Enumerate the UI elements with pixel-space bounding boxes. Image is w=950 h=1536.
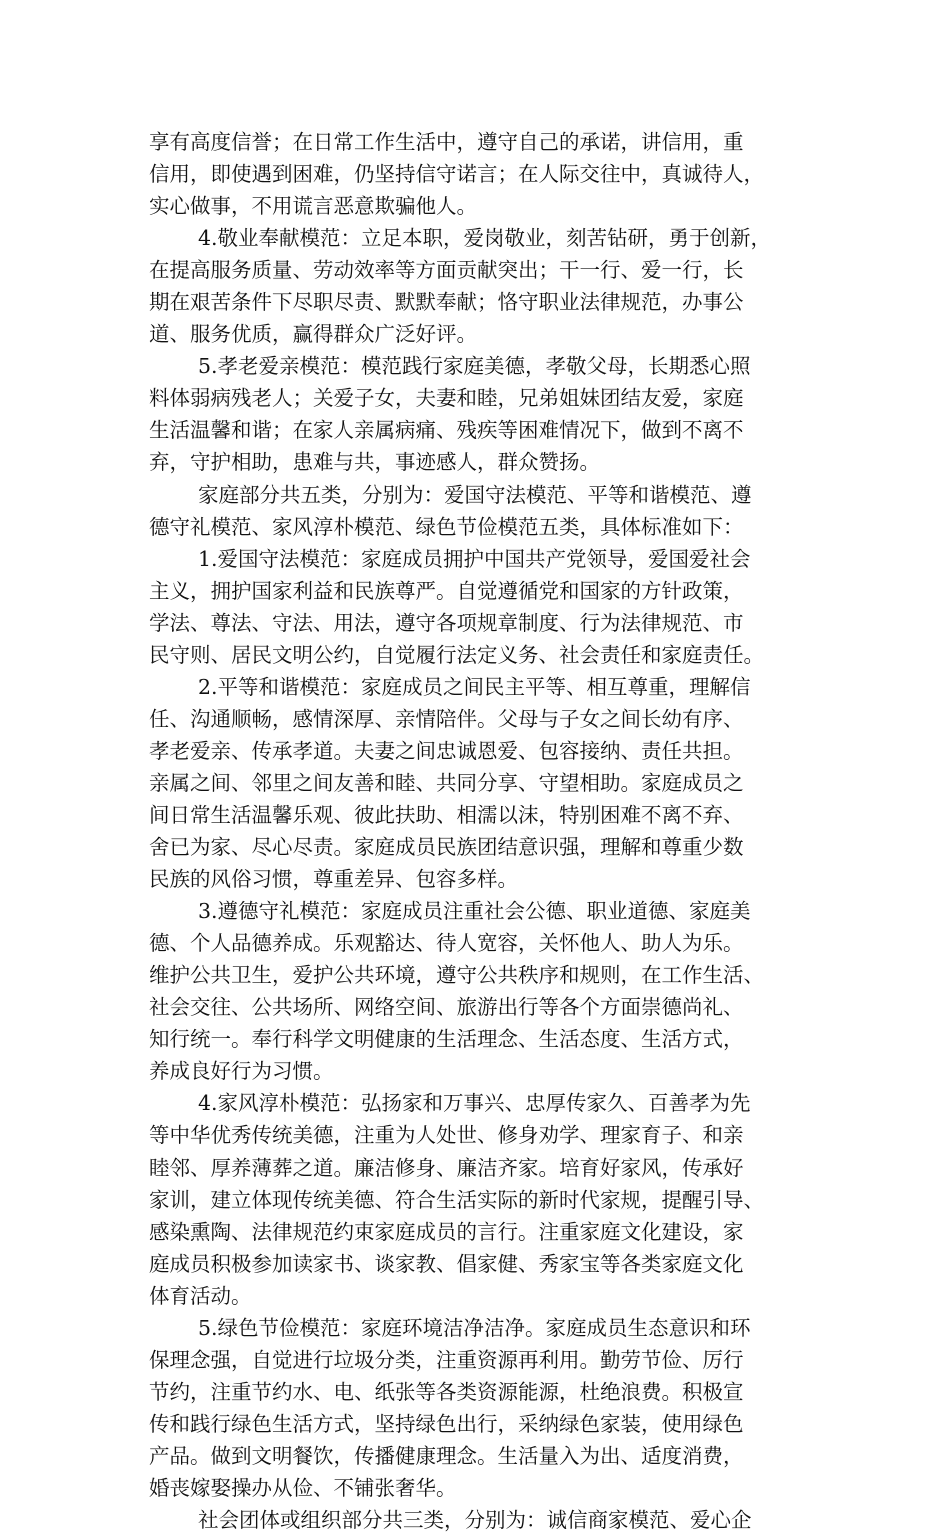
text-line: 期在艰苦条件下尽职尽责、默默奉献；恪守职业法律规范，办事公 xyxy=(149,290,744,315)
text-line: 实心做事，不用谎言恶意欺骗他人。 xyxy=(149,194,477,219)
text-line: 家训，建立体现传统美德、符合生活实际的新时代家规，提醒引导、 xyxy=(149,1187,764,1212)
text-line: 节约，注重节约水、电、纸张等各类资源能源，杜绝浪费。积极宣 xyxy=(149,1379,744,1404)
text-line: 德守礼模范、家风淳朴模范、绿色节俭模范五类，具体标准如下： xyxy=(149,514,744,539)
text-line: 社会团体或组织部分共三类，分别为：诚信商家模范、爱心企 xyxy=(198,1508,752,1533)
document-body xyxy=(149,126,805,1536)
text-line: 5.绿色节俭模范：家庭环境洁净洁净。家庭成员生态意识和环 xyxy=(198,1315,751,1340)
text-line: 体育活动。 xyxy=(149,1283,252,1308)
text-line: 4.家风淳朴模范：弘扬家和万事兴、忠厚传家久、百善孝为先 xyxy=(198,1091,751,1116)
text-line: 生活温馨和谐；在家人亲属病痛、残疾等困难情况下，做到不离不 xyxy=(149,418,744,443)
text-line: 3.遵德守礼模范：家庭成员注重社会公德、职业道德、家庭美 xyxy=(198,899,751,924)
text-line: 养成良好行为习惯。 xyxy=(149,1059,334,1084)
text-line: 4.敬业奉献模范：立足本职，爱岗敬业，刻苦钻研，勇于创新， xyxy=(198,226,772,251)
text-line: 睦邻、厚养薄葬之道。廉洁修身、廉洁齐家。培育好家风，传承好 xyxy=(149,1155,744,1180)
text-line: 2.平等和谐模范：家庭成员之间民主平等、相互尊重，理解信 xyxy=(198,674,751,699)
text-line: 信用，即使遇到困难，仍坚持信守诺言；在人际交往中，真诚待人， xyxy=(149,162,764,187)
text-line: 在提高服务质量、劳动效率等方面贡献突出；干一行、爱一行，长 xyxy=(149,258,744,283)
text-line: 料体弱病残老人；关爱子女，夫妻和睦，兄弟姐妹团结友爱，家庭 xyxy=(149,386,744,411)
text-line: 1.爱国守法模范：家庭成员拥护中国共产党领导，爱国爱社会 xyxy=(198,546,751,571)
text-line: 主义，拥护国家利益和民族尊严。自觉遵循党和国家的方针政策， xyxy=(149,578,744,603)
text-line: 民族的风俗习惯，尊重差异、包容多样。 xyxy=(149,867,518,892)
text-line: 5.孝老爱亲模范：模范践行家庭美德，孝敬父母，长期悉心照 xyxy=(198,354,751,379)
text-line: 产品。做到文明餐饮，传播健康理念。生活量入为出、适度消费， xyxy=(149,1443,744,1468)
text-line: 感染熏陶、法律规范约束家庭成员的言行。注重家庭文化建设，家 xyxy=(149,1219,744,1244)
text-line: 庭成员积极参加读家书、谈家教、倡家健、秀家宝等各类家庭文化 xyxy=(149,1251,744,1276)
text-line: 保理念强，自觉进行垃圾分类，注重资源再利用。勤劳节俭、厉行 xyxy=(149,1347,744,1372)
text-line: 亲属之间、邻里之间友善和睦、共同分享、守望相助。家庭成员之 xyxy=(149,770,744,795)
text-line: 弃，守护相助，患难与共，事迹感人，群众赞扬。 xyxy=(149,450,600,475)
text-line: 维护公共卫生，爱护公共环境，遵守公共秩序和规则，在工作生活、 xyxy=(149,963,764,988)
text-line: 传和践行绿色生活方式，坚持绿色出行，采纳绿色家装，使用绿色 xyxy=(149,1411,744,1436)
text-line: 道、服务优质，赢得群众广泛好评。 xyxy=(149,322,477,347)
text-line: 间日常生活温馨乐观、彼此扶助、相濡以沫，特别困难不离不弃、 xyxy=(149,802,744,827)
text-line: 任、沟通顺畅，感情深厚、亲情陪伴。父母与子女之间长幼有序、 xyxy=(149,706,744,731)
text-line: 婚丧嫁娶操办从俭、不铺张奢华。 xyxy=(149,1475,457,1500)
text-line: 知行统一。奉行科学文明健康的生活理念、生活态度、生活方式， xyxy=(149,1027,744,1052)
text-line: 德、个人品德养成。乐观豁达、待人宽容，关怀他人、助人为乐。 xyxy=(149,931,744,956)
text-line: 孝老爱亲、传承孝道。夫妻之间忠诚恩爱、包容接纳、责任共担。 xyxy=(149,738,744,763)
text-line: 民守则、居民文明公约，自觉履行法定义务、社会责任和家庭责任。 xyxy=(149,642,764,667)
text-line: 等中华优秀传统美德，注重为人处世、修身劝学、理家育子、和亲 xyxy=(149,1123,744,1148)
text-line: 社会交往、公共场所、网络空间、旅游出行等各个方面崇德尚礼、 xyxy=(149,995,744,1020)
text-line: 学法、尊法、守法、用法，遵守各项规章制度、行为法律规范、市 xyxy=(149,610,744,635)
text-line: 舍已为家、尽心尽责。家庭成员民族团结意识强，理解和尊重少数 xyxy=(149,835,744,860)
text-line: 家庭部分共五类，分别为：爱国守法模范、平等和谐模范、遵 xyxy=(198,482,752,507)
text-line: 享有高度信誉；在日常工作生活中，遵守自己的承诺，讲信用，重 xyxy=(149,130,744,154)
